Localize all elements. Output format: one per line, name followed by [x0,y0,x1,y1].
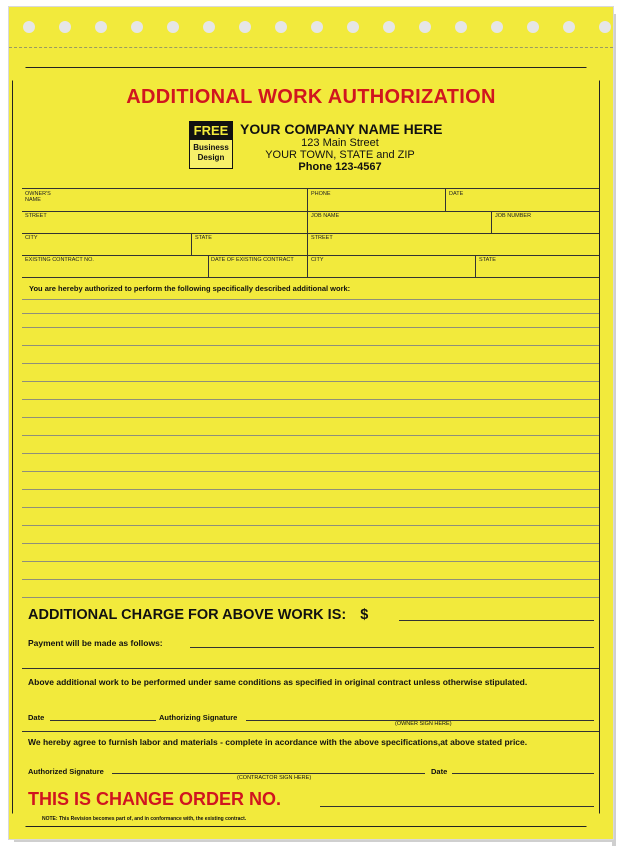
authorization-text: You are hereby authorized to perform the following specifically described additional work: [29,284,351,293]
existing-contract-label: EXISTING CONTRACT NO. [25,257,94,263]
grid-divider [475,255,476,277]
binding-hole [311,21,323,33]
payment-line[interactable] [190,647,594,648]
authorized-signature-label: Authorized Signature [28,767,104,776]
ruled-line [22,327,599,328]
change-order-label: THIS IS CHANGE ORDER NO. [28,789,282,809]
phone-label: PHONE [311,191,331,197]
grid-line [22,668,599,669]
grid-divider [307,188,308,277]
owners-name-label: OWNER'S NAME [25,191,51,203]
ruled-line [22,417,599,418]
ruled-line [22,345,599,346]
ruled-line [22,543,599,544]
conditions-text: Above additional work to be performed under same conditions as specified in original contract unless otherwise stipulated. [28,677,528,687]
owner-date-label: Date [28,713,45,722]
company-block [240,121,443,173]
binding-hole [131,21,143,33]
grid-divider [191,233,192,255]
authorizing-signature-label: Authorizing Signature [159,713,238,722]
ruled-line [22,597,599,598]
binding-hole [419,21,431,33]
job-number-label: JOB NUMBER [495,213,532,219]
binding-hole [527,21,539,33]
charge-amount-line[interactable] [399,620,594,621]
ruled-line [22,507,599,508]
binding-hole [491,21,503,33]
form-title: ADDITIONAL WORK AUTHORIZATION [126,86,496,108]
ruled-line [22,453,599,454]
ruled-line [22,579,599,580]
company-name: YOUR COMPANY NAME HERE [240,121,443,137]
owner-date-line[interactable] [50,720,156,721]
city-label-2: CITY [311,257,324,263]
date-label: DATE [449,191,464,197]
company-city: YOUR TOWN, STATE and ZIP [265,149,415,161]
date-existing-contract-label: DATE OF EXISTING CONTRACT [211,257,294,263]
ruled-line [22,299,599,300]
logo-line-2: Design [197,153,225,162]
dollar-sign: $ [360,607,369,623]
state-label-2: STATE [479,257,496,263]
company-street: 123 Main Street [301,137,379,149]
binding-hole [59,21,71,33]
company-phone: Phone 123-4567 [298,161,382,173]
binding-hole [455,21,467,33]
contractor-signature-line[interactable] [112,773,425,774]
charge-text: ADDITIONAL CHARGE FOR ABOVE WORK IS: [28,607,347,623]
contractor-date-line[interactable] [452,773,594,774]
binding-holes [9,21,613,35]
ruled-line [22,561,599,562]
revision-note: NOTE: This Revision becomes part of, and in conformance with, the existing contract. [42,816,247,822]
binding-hole [275,21,287,33]
agreement-text: We hereby agree to furnish labor and materials - complete in acordance with the above specifications,at above stated price. [28,737,528,747]
state-label: STATE [195,235,212,241]
binding-hole [95,21,107,33]
binding-hole [347,21,359,33]
binding-hole [599,21,611,33]
contractor-sign-here: (CONTRACTOR SIGN HERE) [237,775,312,781]
job-name-label: JOB NAME [311,213,340,219]
grid-line [22,731,599,732]
binding-hole [239,21,251,33]
grid-line [22,211,599,212]
binding-hole [23,21,35,33]
ruled-line [22,489,599,490]
ruled-line [22,435,599,436]
grid-line [22,233,599,234]
ruled-line [22,313,599,314]
binding-hole [167,21,179,33]
binding-hole [203,21,215,33]
binding-hole [383,21,395,33]
ruled-line [22,399,599,400]
additional-charge-label [28,607,368,623]
city-label: CITY [25,235,38,241]
grid-line [22,277,599,278]
grid-line [22,255,599,256]
perforation-line [9,47,613,48]
grid-divider [445,188,446,211]
binding-hole [563,21,575,33]
change-order-number-line[interactable] [320,806,594,807]
ruled-line [22,471,599,472]
ruled-line [22,363,599,364]
street-label: STREET [25,213,47,219]
ruled-line [22,525,599,526]
ruled-line [22,381,599,382]
grid-divider [208,255,209,277]
grid-line [22,188,599,189]
company-logo [189,121,233,169]
payment-label: Payment will be made as follows: [28,638,163,648]
grid-divider [491,211,492,233]
owner-sign-here: (OWNER SIGN HERE) [395,721,452,727]
form-border [12,67,600,827]
logo-free-text: FREE [190,122,232,140]
contractor-date-label: Date [431,767,448,776]
street-label-2: STREET [311,235,333,241]
logo-line-1: Business [193,143,229,152]
